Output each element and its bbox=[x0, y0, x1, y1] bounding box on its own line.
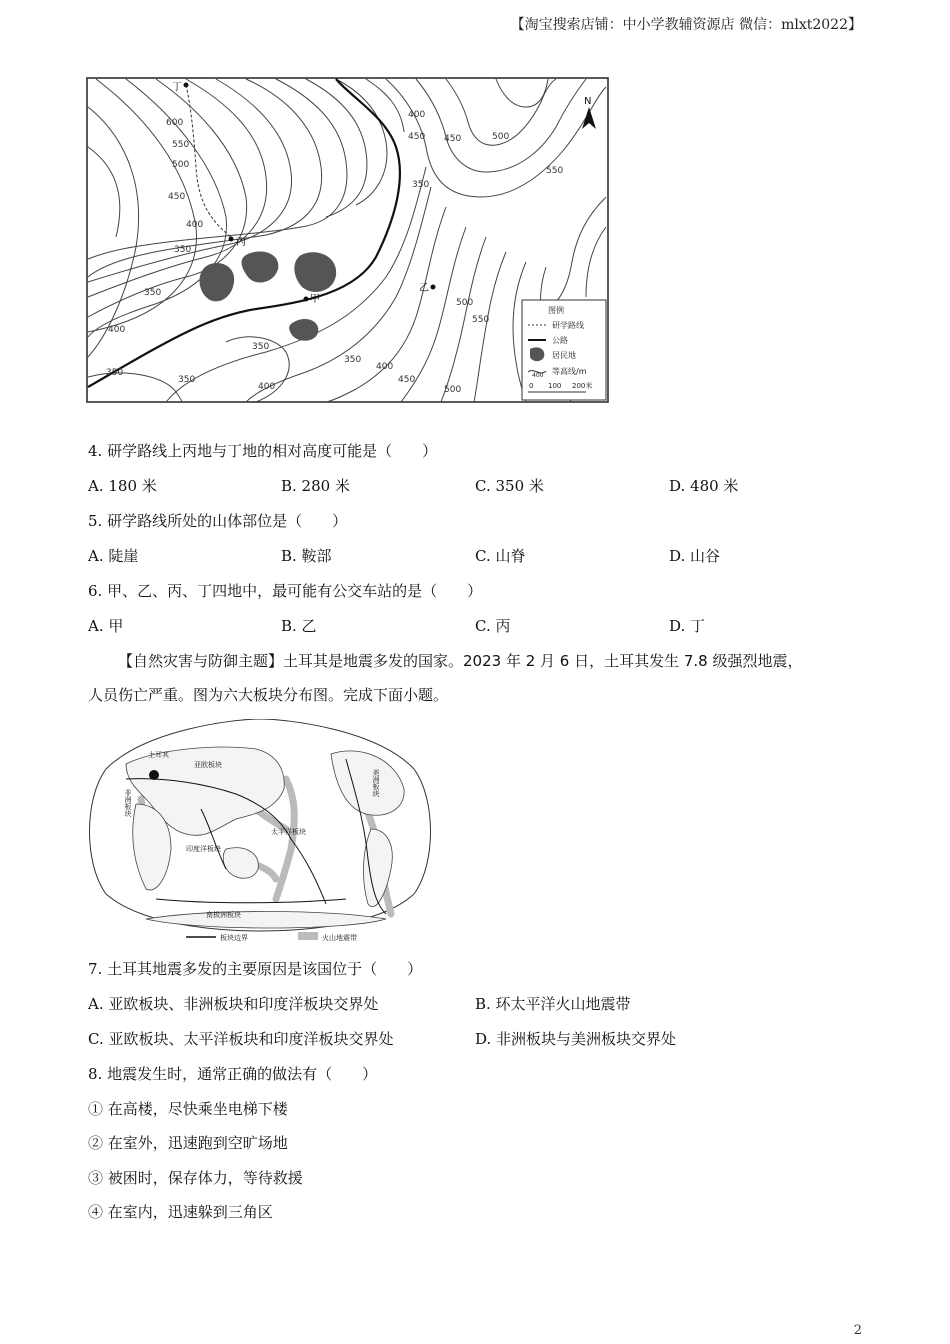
point-bing-label: 丙 bbox=[236, 237, 246, 248]
label-american-plate: 美洲板块 bbox=[372, 769, 380, 797]
q4-option-d[interactable]: D. 480 米 bbox=[669, 477, 739, 495]
q5-option-a[interactable]: A. 陡崖 bbox=[88, 547, 139, 565]
point-yi-label: 乙 bbox=[419, 283, 429, 294]
contour-label: 600 bbox=[166, 118, 184, 128]
contour-label: 550 bbox=[546, 166, 564, 176]
intro-line-2: 人员伤亡严重。图为六大板块分布图。完成下面小题。 bbox=[88, 686, 449, 704]
q4-option-b[interactable]: B. 280 米 bbox=[281, 477, 350, 495]
q6-option-c[interactable]: C. 丙 bbox=[475, 617, 511, 635]
q5-option-c[interactable]: C. 山脊 bbox=[475, 547, 526, 565]
contour-label: 450 bbox=[444, 134, 462, 144]
contour-label: 400 bbox=[258, 382, 276, 392]
contour-label: 450 bbox=[168, 192, 186, 202]
q6-option-d[interactable]: D. 丁 bbox=[669, 617, 706, 635]
contour-label: 350 bbox=[144, 288, 162, 298]
legend-contour: 等高线/m bbox=[552, 367, 587, 376]
legend-title: 图例 bbox=[548, 306, 564, 315]
question-6-stem: 6. 甲、乙、丙、丁四地中，最可能有公交车站的是（ ） bbox=[88, 582, 483, 600]
legend-route: 研学路线 bbox=[552, 321, 584, 330]
intro-line-1: 【自然灾害与防御主题】土耳其是地震多发的国家。2023 年 2 月 6 日，土耳其发生 7.8 级强烈地震， bbox=[118, 652, 803, 670]
topic-intro bbox=[88, 644, 878, 712]
contour-label: 500 bbox=[492, 132, 510, 142]
label-indian-ocean-plate: 印度洋板块 bbox=[186, 845, 221, 853]
label-african-plate: 非洲板块 bbox=[124, 789, 132, 817]
q8-item-4: ④ 在室内，迅速躲到三角区 bbox=[88, 1203, 273, 1221]
map-legend bbox=[522, 300, 606, 400]
plate-map bbox=[86, 719, 434, 944]
contour-label: 550 bbox=[472, 315, 490, 325]
q7-option-c[interactable]: C. 亚欧板块、太平洋板块和印度洋板块交界处 bbox=[88, 1030, 394, 1048]
contour-label: 400 bbox=[376, 362, 394, 372]
contour-label: 350 bbox=[174, 245, 192, 255]
q8-item-1: ① 在高楼，尽快乘坐电梯下楼 bbox=[88, 1100, 288, 1118]
q4-option-a[interactable]: A. 180 米 bbox=[88, 477, 157, 495]
contour-label: 400 bbox=[108, 325, 126, 335]
q7-option-d[interactable]: D. 非洲板块与美洲板块交界处 bbox=[475, 1030, 677, 1048]
turkey-marker bbox=[149, 770, 159, 780]
question-5-stem: 5. 研学路线所处的山体部位是（ ） bbox=[88, 512, 348, 530]
header-shop-note: 【淘宝搜索店铺：中小学教辅资源店 微信：mlxt2022】 bbox=[510, 17, 862, 33]
scale-100: 100 bbox=[548, 382, 562, 390]
label-antarctic-plate: 南极洲板块 bbox=[206, 911, 241, 919]
q8-item-2: ② 在室外，迅速跑到空旷场地 bbox=[88, 1134, 288, 1152]
contour-label: 450 bbox=[408, 132, 426, 142]
contour-label: 350 bbox=[412, 180, 430, 190]
contour-label: 500 bbox=[456, 298, 474, 308]
point-ding-label: 丁 bbox=[172, 82, 182, 93]
q5-option-d[interactable]: D. 山谷 bbox=[669, 547, 721, 565]
contour-label: 400 bbox=[408, 110, 426, 120]
q6-option-b[interactable]: B. 乙 bbox=[281, 617, 317, 635]
legend-volcanic-belt: 火山地震带 bbox=[322, 934, 357, 942]
contour-map bbox=[86, 77, 609, 403]
question-8-stem: 8. 地震发生时，通常正确的做法有（ ） bbox=[88, 1065, 378, 1083]
legend-plate-boundary: 板块边界 bbox=[220, 934, 248, 942]
legend-contour-sample: 400 bbox=[532, 372, 544, 379]
point-jia-label: 甲 bbox=[310, 294, 320, 305]
q5-option-b[interactable]: B. 鞍部 bbox=[281, 547, 332, 565]
q4-option-c[interactable]: C. 350 米 bbox=[475, 477, 544, 495]
scale-0: 0 bbox=[529, 382, 534, 390]
legend-settlement: 居民地 bbox=[552, 351, 576, 360]
contour-label: 500 bbox=[444, 385, 462, 395]
contour-label: 400 bbox=[186, 220, 204, 230]
legend-road: 公路 bbox=[552, 336, 568, 345]
q6-option-a[interactable]: A. 甲 bbox=[88, 617, 124, 635]
label-pacific-plate: 太平洋板块 bbox=[271, 828, 306, 836]
label-eurasian-plate: 亚欧板块 bbox=[194, 761, 222, 769]
question-7-stem: 7. 土耳其地震多发的主要原因是该国位于（ ） bbox=[88, 960, 423, 978]
q7-option-a[interactable]: A. 亚欧板块、非洲板块和印度洋板块交界处 bbox=[88, 995, 379, 1013]
label-turkey: 土耳其 bbox=[148, 751, 169, 759]
q7-option-b[interactable]: B. 环太平洋火山地震带 bbox=[475, 995, 631, 1013]
north-label: N bbox=[584, 96, 592, 107]
q8-item-3: ③ 被困时，保存体力，等待救援 bbox=[88, 1169, 303, 1187]
contour-label: 350 bbox=[252, 342, 270, 352]
page-number: 2 bbox=[853, 1323, 862, 1338]
question-4-stem: 4. 研学路线上丙地与丁地的相对高度可能是（ ） bbox=[88, 442, 438, 460]
contour-label: 350 bbox=[178, 375, 196, 385]
scale-200: 200米 bbox=[572, 382, 593, 390]
contour-label: 550 bbox=[172, 140, 190, 150]
contour-label: 500 bbox=[172, 160, 190, 170]
contour-label: 350 bbox=[106, 368, 124, 378]
contour-label: 350 bbox=[344, 355, 362, 365]
contour-label: 450 bbox=[398, 375, 416, 385]
